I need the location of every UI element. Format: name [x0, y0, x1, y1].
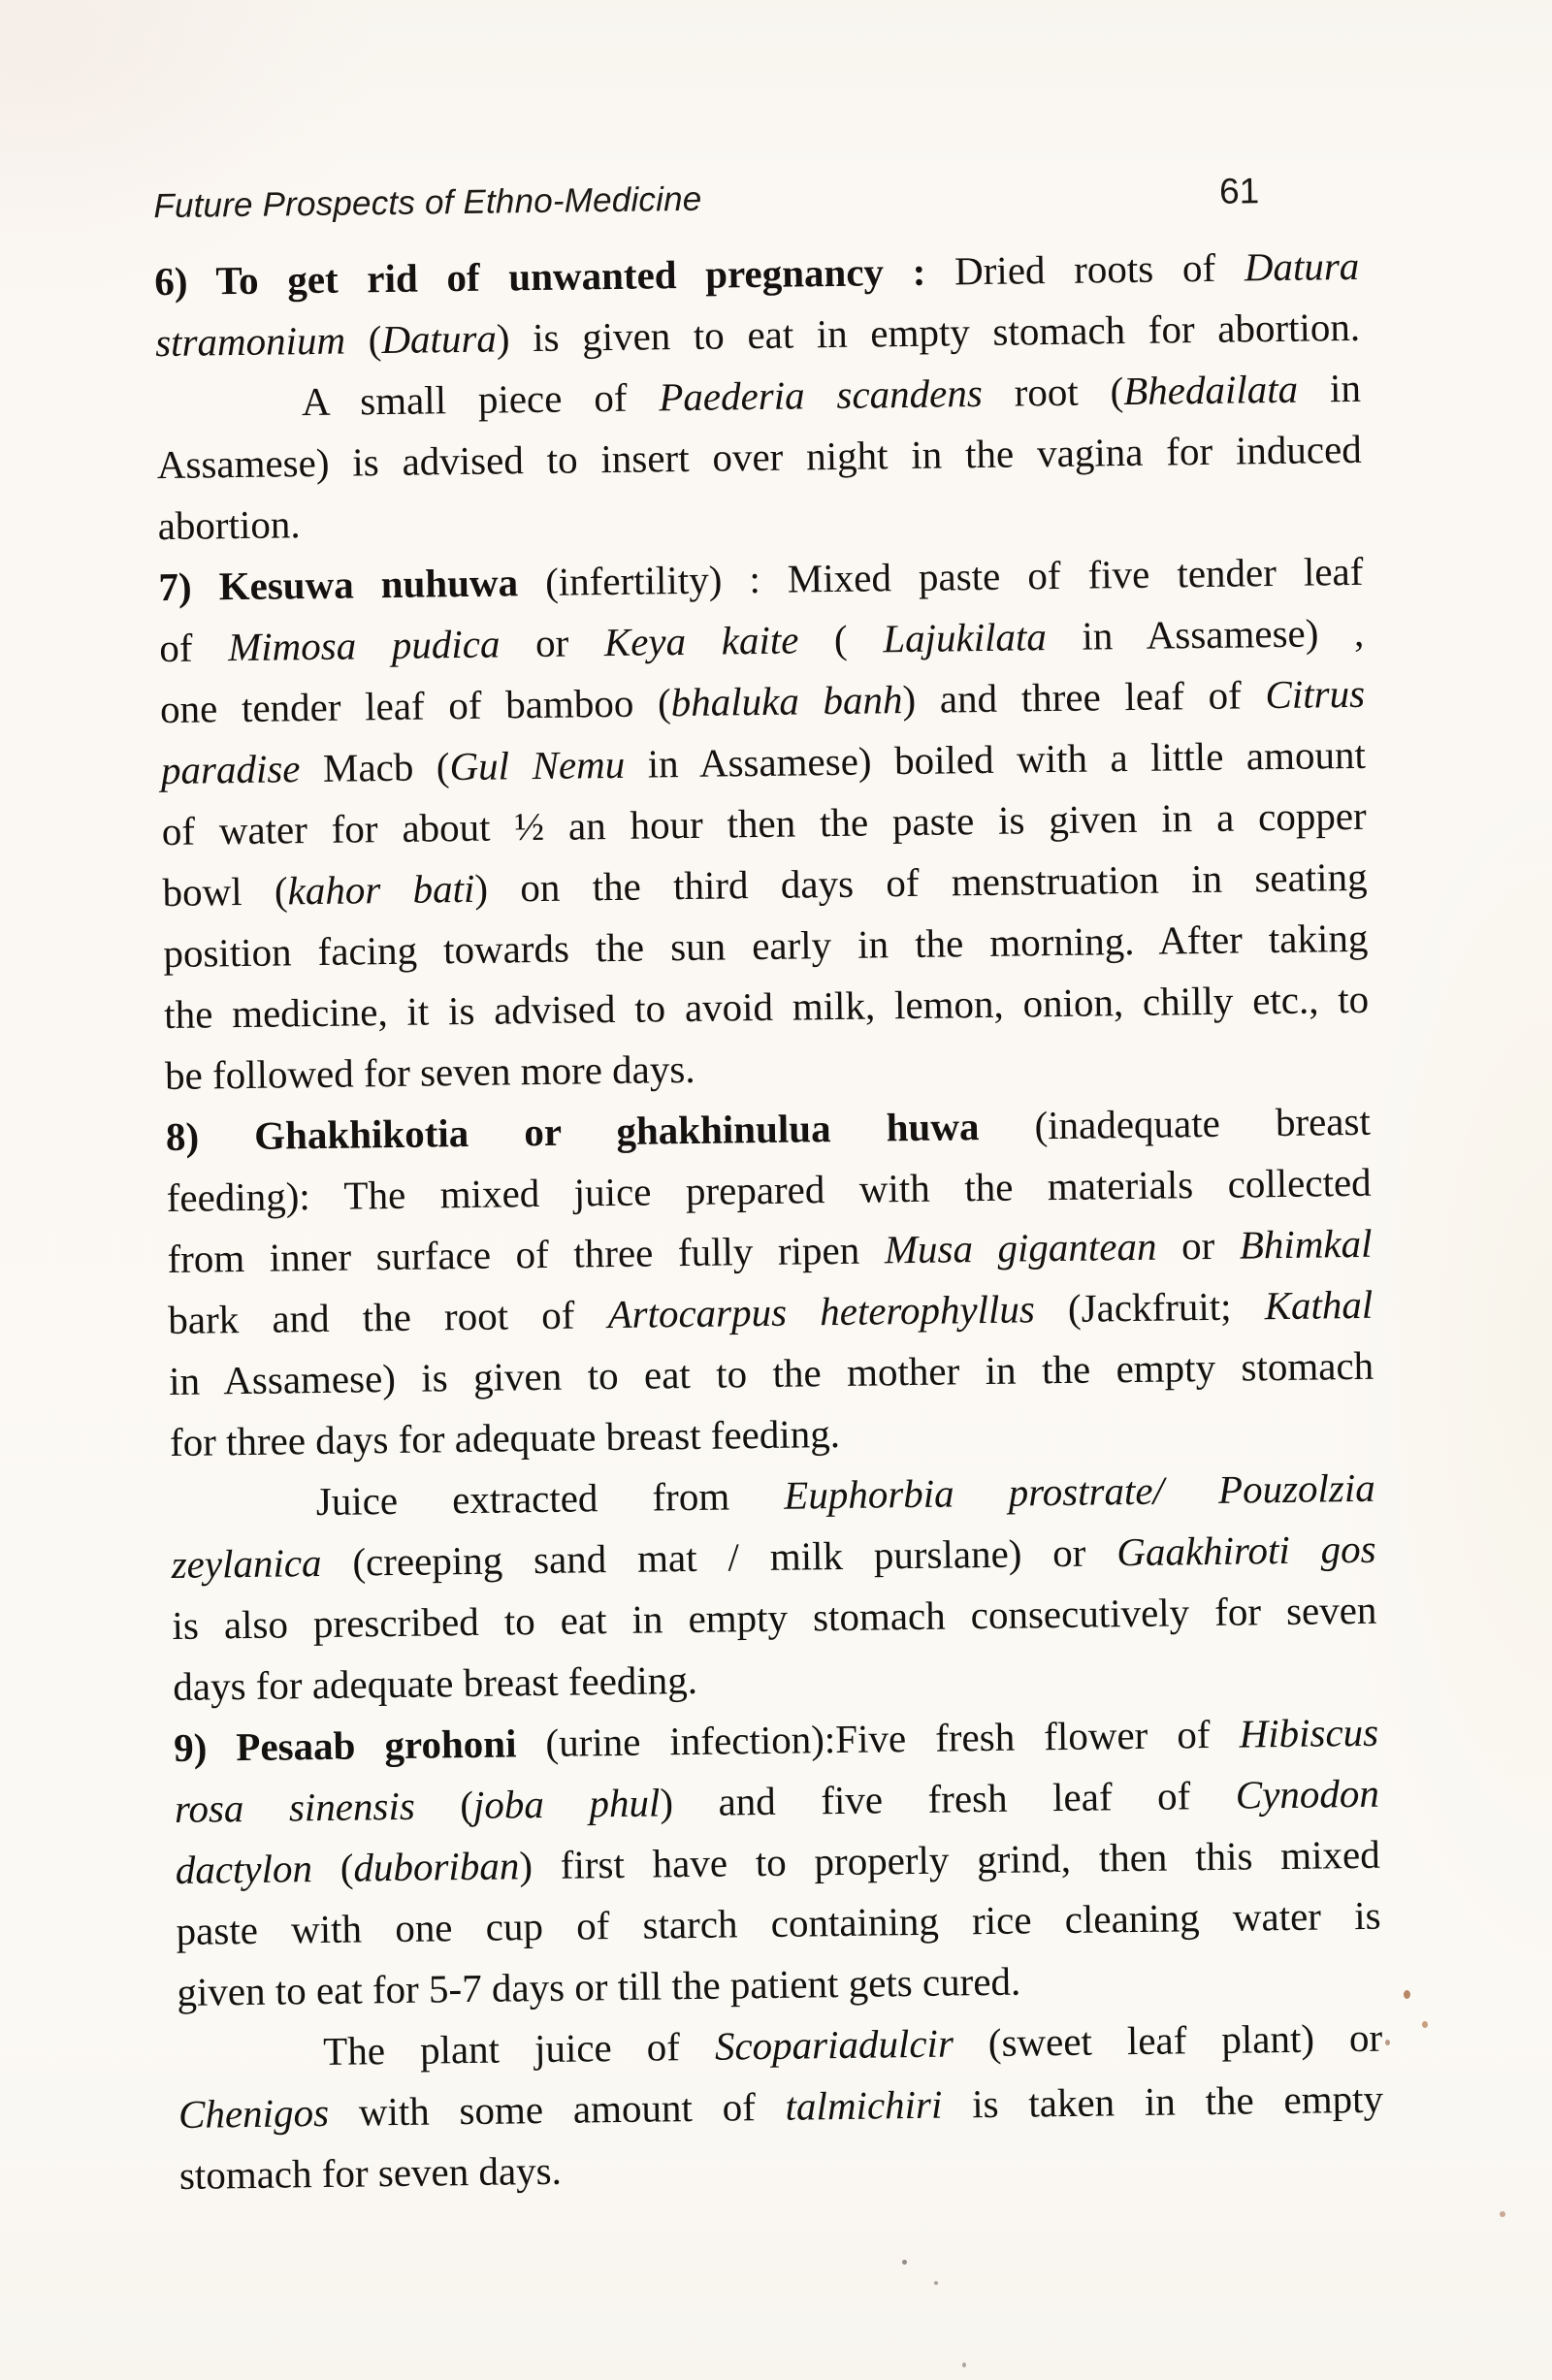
text-segment: bhaluka banh [670, 677, 903, 725]
text-segment: Datura [1244, 242, 1360, 290]
scan-speck [1422, 2021, 1428, 2028]
text-segment: ( [344, 317, 382, 363]
text-segment: Gul Nemu [449, 741, 626, 789]
text-segment: in Assamese) , [1046, 609, 1365, 659]
text-segment: for three days for adequate breast feeding. [169, 1410, 841, 1465]
text-segment: given to eat for 5-7 days or till the patient gets cured. [177, 1958, 1021, 2014]
running-title: Future Prospects of Ethno-Medicine [153, 179, 702, 226]
text-segment: kahor bati [287, 865, 475, 914]
text-segment: ( [311, 1845, 354, 1891]
text-segment: joba phul [472, 1780, 661, 1827]
text-segment: Euphorbia prostrate/ Pouzolzia [783, 1464, 1376, 1518]
text-segment: stomach for seven days. [178, 2147, 563, 2198]
text-segment: ) is given to eat in empty stomach for abortion. [496, 304, 1361, 361]
scan-speck [902, 2260, 907, 2265]
text-segment: Gaakhiroti gos [1116, 1526, 1376, 1575]
text-segment: ( [798, 616, 884, 662]
scan-speck [1404, 1990, 1410, 1999]
text-segment: bark and the root of [168, 1292, 608, 1343]
text-segment: is taken in the empty [942, 2075, 1384, 2127]
text-segment: 8) Ghakhikotia or ghakhinulua huwa [165, 1103, 1035, 1160]
text-segment: Mimosa pudica [227, 621, 501, 670]
text-segment: Macb ( [300, 744, 450, 791]
text-segment: from inner surface of three fully ripen [167, 1227, 886, 1282]
text-segment: 9) Pesaab grohoni [173, 1720, 546, 1770]
text-segment: in [1297, 365, 1362, 411]
page-number: 61 [1218, 171, 1260, 211]
text-segment: Citrus [1265, 670, 1366, 718]
text-segment: days for adequate breast feeding. [173, 1656, 698, 1709]
text-segment: Cynodon [1235, 1770, 1380, 1817]
text-segment: in Assamese) is given to eat to the mother in the empty stomach [168, 1342, 1374, 1404]
text-segment: ) and three leaf of [902, 672, 1266, 723]
text-segment: Datura [381, 315, 498, 363]
text-segment: Dried roots of [954, 244, 1245, 294]
text-segment: zeylanica [171, 1539, 322, 1588]
text-segment: Hibiscus [1239, 1709, 1379, 1756]
text-segment: one tender leaf of bamboo ( [159, 680, 671, 732]
text-segment: (inadequate breast [1034, 1098, 1372, 1148]
text-segment: Juice extracted from [315, 1472, 785, 1525]
text-segment: Artocarpus heterophyllus [607, 1286, 1036, 1337]
text-segment: dactylon [175, 1846, 313, 1892]
text-segment: abortion. [157, 501, 301, 549]
text-segment: Scopariadulcir [714, 2020, 954, 2069]
text-segment: the medicine, it is advised to avoid milk, lemon, onion, chilly etc., to [163, 976, 1370, 1038]
text-segment: (urine infection):Five fresh flower of [545, 1711, 1240, 1765]
text-segment: root ( [982, 369, 1124, 415]
text-segment: paradise [160, 746, 301, 793]
text-segment: Chenigos [178, 2089, 330, 2137]
text-segment: rosa sinensis [174, 1783, 416, 1831]
text-segment: The plant juice of [322, 2023, 716, 2074]
text-segment: 6) To get rid of unwanted pregnancy : [154, 248, 955, 305]
text-segment: Lajukilata [882, 614, 1048, 661]
text-segment: feeding): The mixed juice prepared with the materials collected [166, 1159, 1372, 1221]
text-segment: or [1156, 1222, 1241, 1269]
text-segment: A small piece of [301, 374, 660, 425]
text-segment: Musa gigantean [884, 1223, 1157, 1272]
text-segment: of water for about ½ an hour then the paste is given in a copper [161, 792, 1367, 854]
text-segment: be followed for seven more days. [164, 1045, 695, 1099]
scan-speck [1500, 2211, 1505, 2217]
text-segment: ) on the third days of menstruation in seating [474, 853, 1368, 911]
text-segment: Keya kaite [603, 617, 799, 665]
text-segment: 7) Kesuwa nuhuwa [158, 559, 546, 610]
running-head [153, 171, 1259, 226]
text-segment: is also prescribed to eat in empty stomach consecutively for seven [172, 1587, 1377, 1648]
text-segment: Bhimkal [1239, 1220, 1373, 1268]
text-segment: duboriban [353, 1843, 520, 1890]
text-segment: of [158, 625, 229, 671]
page-content [153, 170, 1384, 2206]
text-segment: in Assamese) boiled with a little amount [624, 731, 1367, 787]
text-segment: bowl ( [162, 868, 288, 916]
text-segment: stramonium [154, 317, 346, 366]
scan-speck [1385, 2040, 1390, 2045]
text-segment: (infertility) : Mixed paste of five tender leaf [544, 548, 1364, 604]
text-segment: paste with one cup of starch containing rice cleaning water is [176, 1892, 1381, 1953]
text-segment: or [500, 620, 605, 666]
text-segment: Kathal [1264, 1281, 1374, 1329]
text-segment: (sweet leaf plant) or [953, 2014, 1383, 2066]
text-segment: position facing towards the sun early in the morning. After taking [163, 915, 1369, 977]
text-segment: Paederia scandens [658, 370, 984, 420]
text-segment: Assamese) is advised to insert over night in the vagina for induced [156, 426, 1363, 488]
text-segment: Bhedailata [1122, 366, 1299, 414]
text-segment: (creeping sand mat / milk purslane) or [321, 1529, 1117, 1585]
text-segment: talmichiri [785, 2081, 943, 2129]
text-block [154, 236, 1384, 2206]
scan-speck [962, 2363, 966, 2367]
text-segment: with some amount of [328, 2083, 786, 2135]
text-segment: ( [414, 1782, 474, 1828]
text-segment: (Jackfruit; [1034, 1283, 1265, 1332]
text-segment: ) first have to properly grind, then this mixed [518, 1831, 1380, 1888]
scan-speck [934, 2281, 938, 2285]
text-segment: ) and five fresh leaf of [660, 1772, 1237, 1825]
